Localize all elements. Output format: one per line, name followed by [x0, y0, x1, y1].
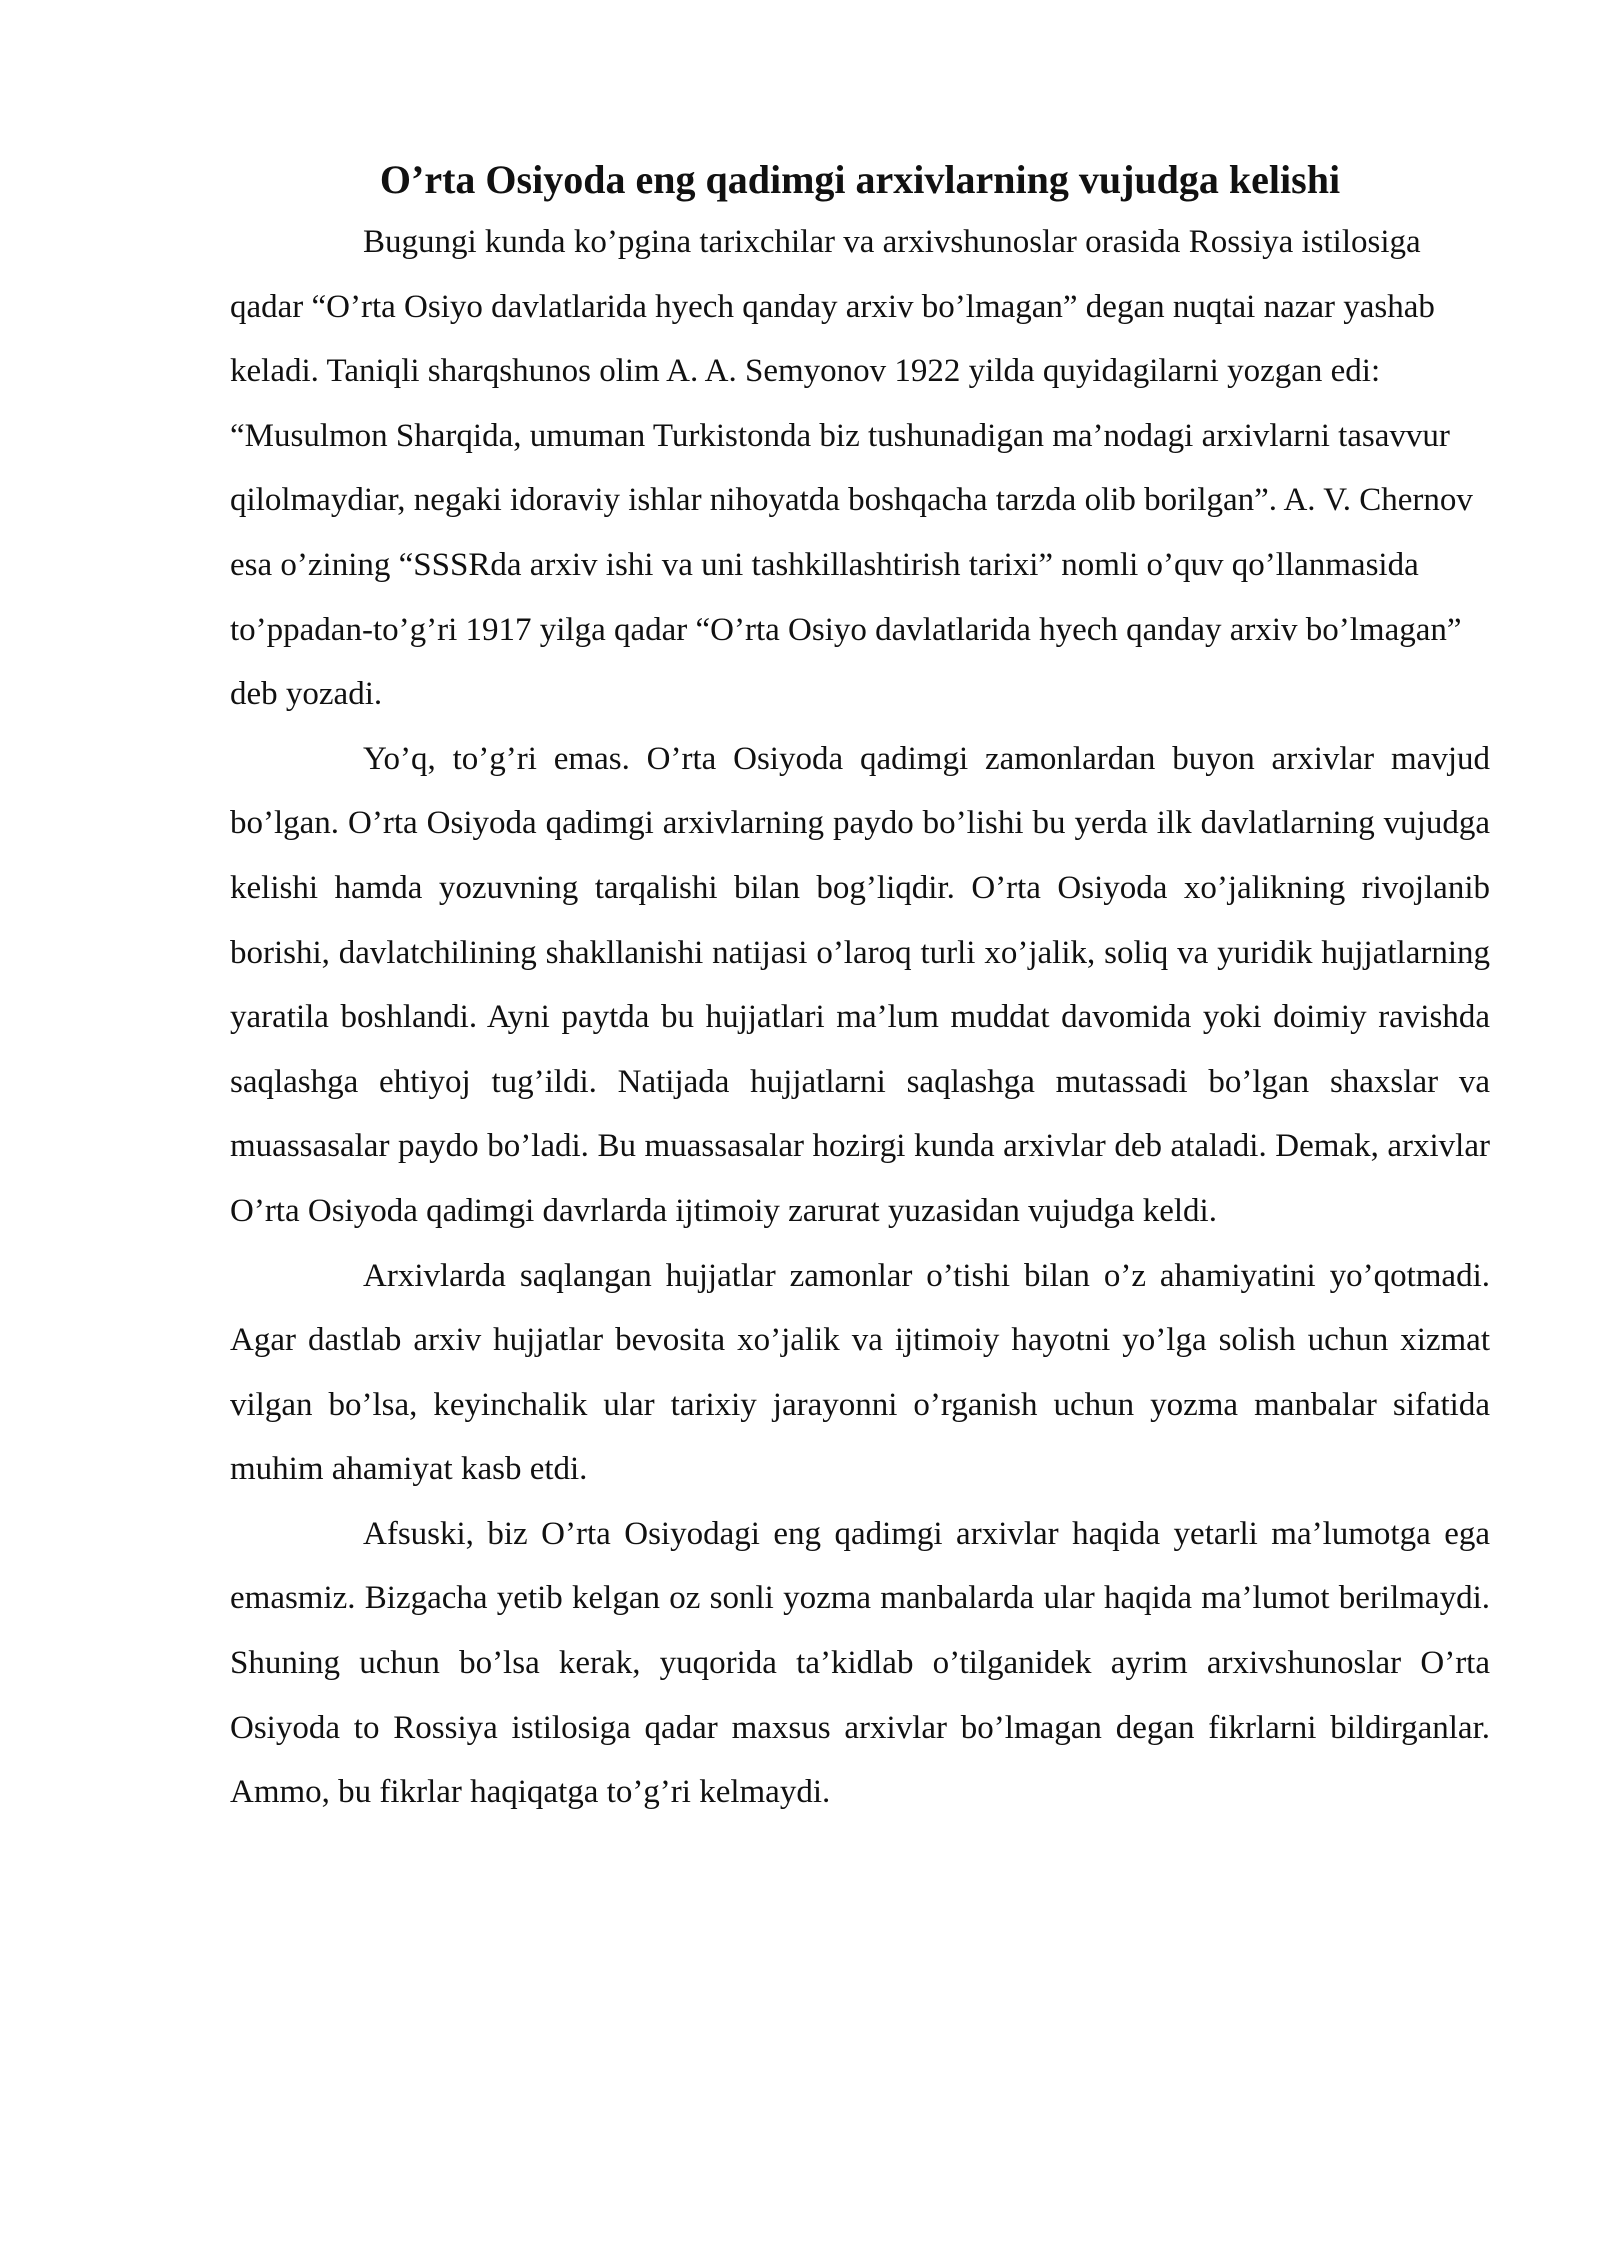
- document-title: O’rta Osiyoda eng qadimgi arxivlarning vujudga kelishi: [379, 157, 1341, 202]
- paragraph-4: Afsuski, biz O’rta Osiyodagi eng qadimgi arxivlar haqida yetarli ma’lumotga ega emasmiz. Bizgacha yetib kelgan oz sonli yozma manbalarda ular haqida ma’lumot berilmaydi. Shuning uchun bo’lsa kerak, yuqorida ta’kidlab o’tilganidek ayrim arxivshunoslar O’rta Osiyoda to Rossiya istilosiga qadar maxsus arxivlar bo’lmagan degan fikrlarni bildirganlar. Ammo, bu fikrlar haqiqatga to’g’ri kelmaydi.: [230, 1515, 1490, 1811]
- document-page: [230, 150, 1490, 1825]
- paragraph-3: Arxivlarda saqlangan hujjatlar zamonlar o’tishi bilan o’z ahamiyatini yo’qotmadi. Agar dastlab arxiv hujjatlar bevosita xo’jalik va ijtimoiy hayotni yo’lga solish uchun xizmat vilgan bo’lsa, keyinchalik ular tarixiy jarayonni o’rganish uchun yozma manbalar sifatida muhim ahamiyat kasb etdi.: [230, 1257, 1490, 1488]
- paragraph-2: Yo’q, to’g’ri emas. O’rta Osiyoda qadimgi zamonlardan buyon arxivlar mavjud bo’lgan. O’rta Osiyoda qadimgi arxivlarning paydo bo’lishi bu yerda ilk davlatlarning vujudga kelishi hamda yozuvning tarqalishi bilan bog’liqdir. O’rta Osiyoda xo’jalikning rivojlanib borishi, davlatchilining shakllanishi natijasi o’laroq turli xo’jalik, soliq va yuridik hujjatlarning yaratila boshlandi. Ayni paytda bu hujjatlari ma’lum muddat davomida yoki doimiy ravishda saqlashga ehtiyoj tug’ildi. Natijada hujjatlarni saqlashga mutassadi bo’lgan shaxslar va muassasalar paydo bo’ladi. Bu muassasalar hozirgi kunda arxivlar deb ataladi. Demak, arxivlar O’rta Osiyoda qadimgi davrlarda ijtimoiy zarurat yuzasidan vujudga keldi.: [230, 740, 1490, 1229]
- paragraph-1: Bugungi kunda ko’pgina tarixchilar va arxivshunoslar orasida Rossiya istilosiga qadar “O’rta Osiyo davlatlarida hyech qanday arxiv bo’lmagan” degan nuqtai nazar yashab keladi. Taniqli sharqshunos olim A. A. Semyonov 1922 yilda quyidagilarni yozgan edi: “Musulmon Sharqida, umuman Turkistonda biz tushunadigan ma’nodagi arxivlarni tasavvur qilolmaydiar, negaki idoraviy ishlar nihoyatda boshqacha tarzda olib borilgan”. A. V. Chernov esa o’zining “SSSRda arxiv ishi va uni tashkillashtirish tarixi” nomli o’quv qo’llanmasida to’ppadan-to’g’ri 1917 yilga qadar “O’rta Osiyo davlatlarida hyech qanday arxiv bo’lmagan” deb yozadi.: [230, 224, 1473, 713]
